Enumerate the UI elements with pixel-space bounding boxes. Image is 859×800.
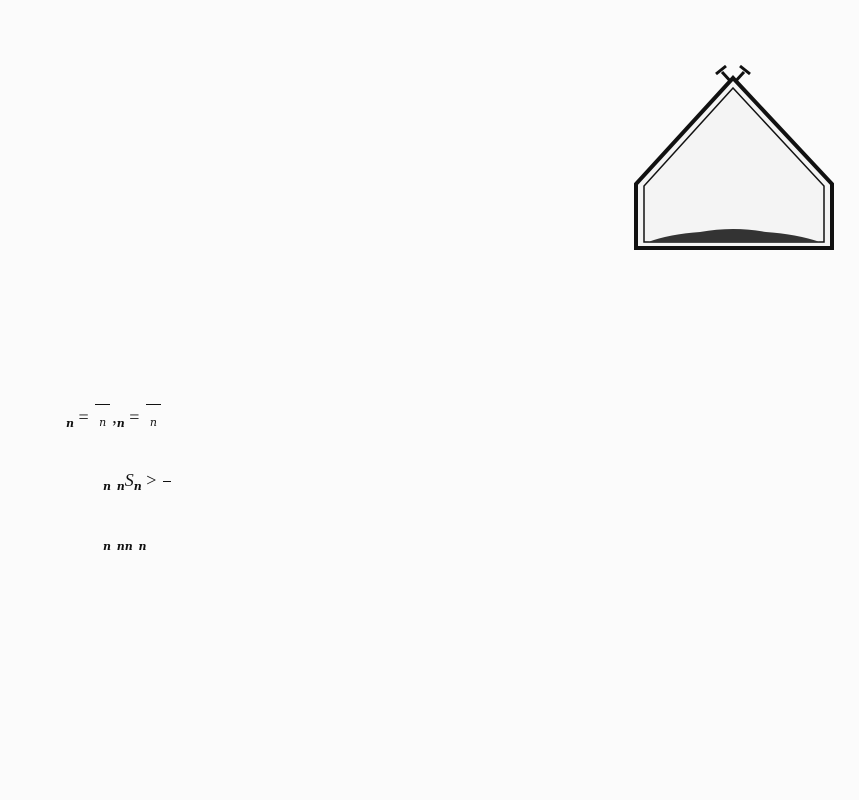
part-2: $_n$ = $_n$ $,_n$ = $_n$ [66,403,163,434]
inequality-fraction [163,480,171,483]
galton-board-figure [630,62,838,252]
b-n-fraction: n [146,403,161,434]
question-number [26,28,30,52]
a-n-fraction: n [95,403,110,434]
sub-question-1: $_n$ $_nS_n$ > [103,470,173,493]
sub-question-2: $_n$ $_{nn}$ $_n$ [103,540,147,553]
